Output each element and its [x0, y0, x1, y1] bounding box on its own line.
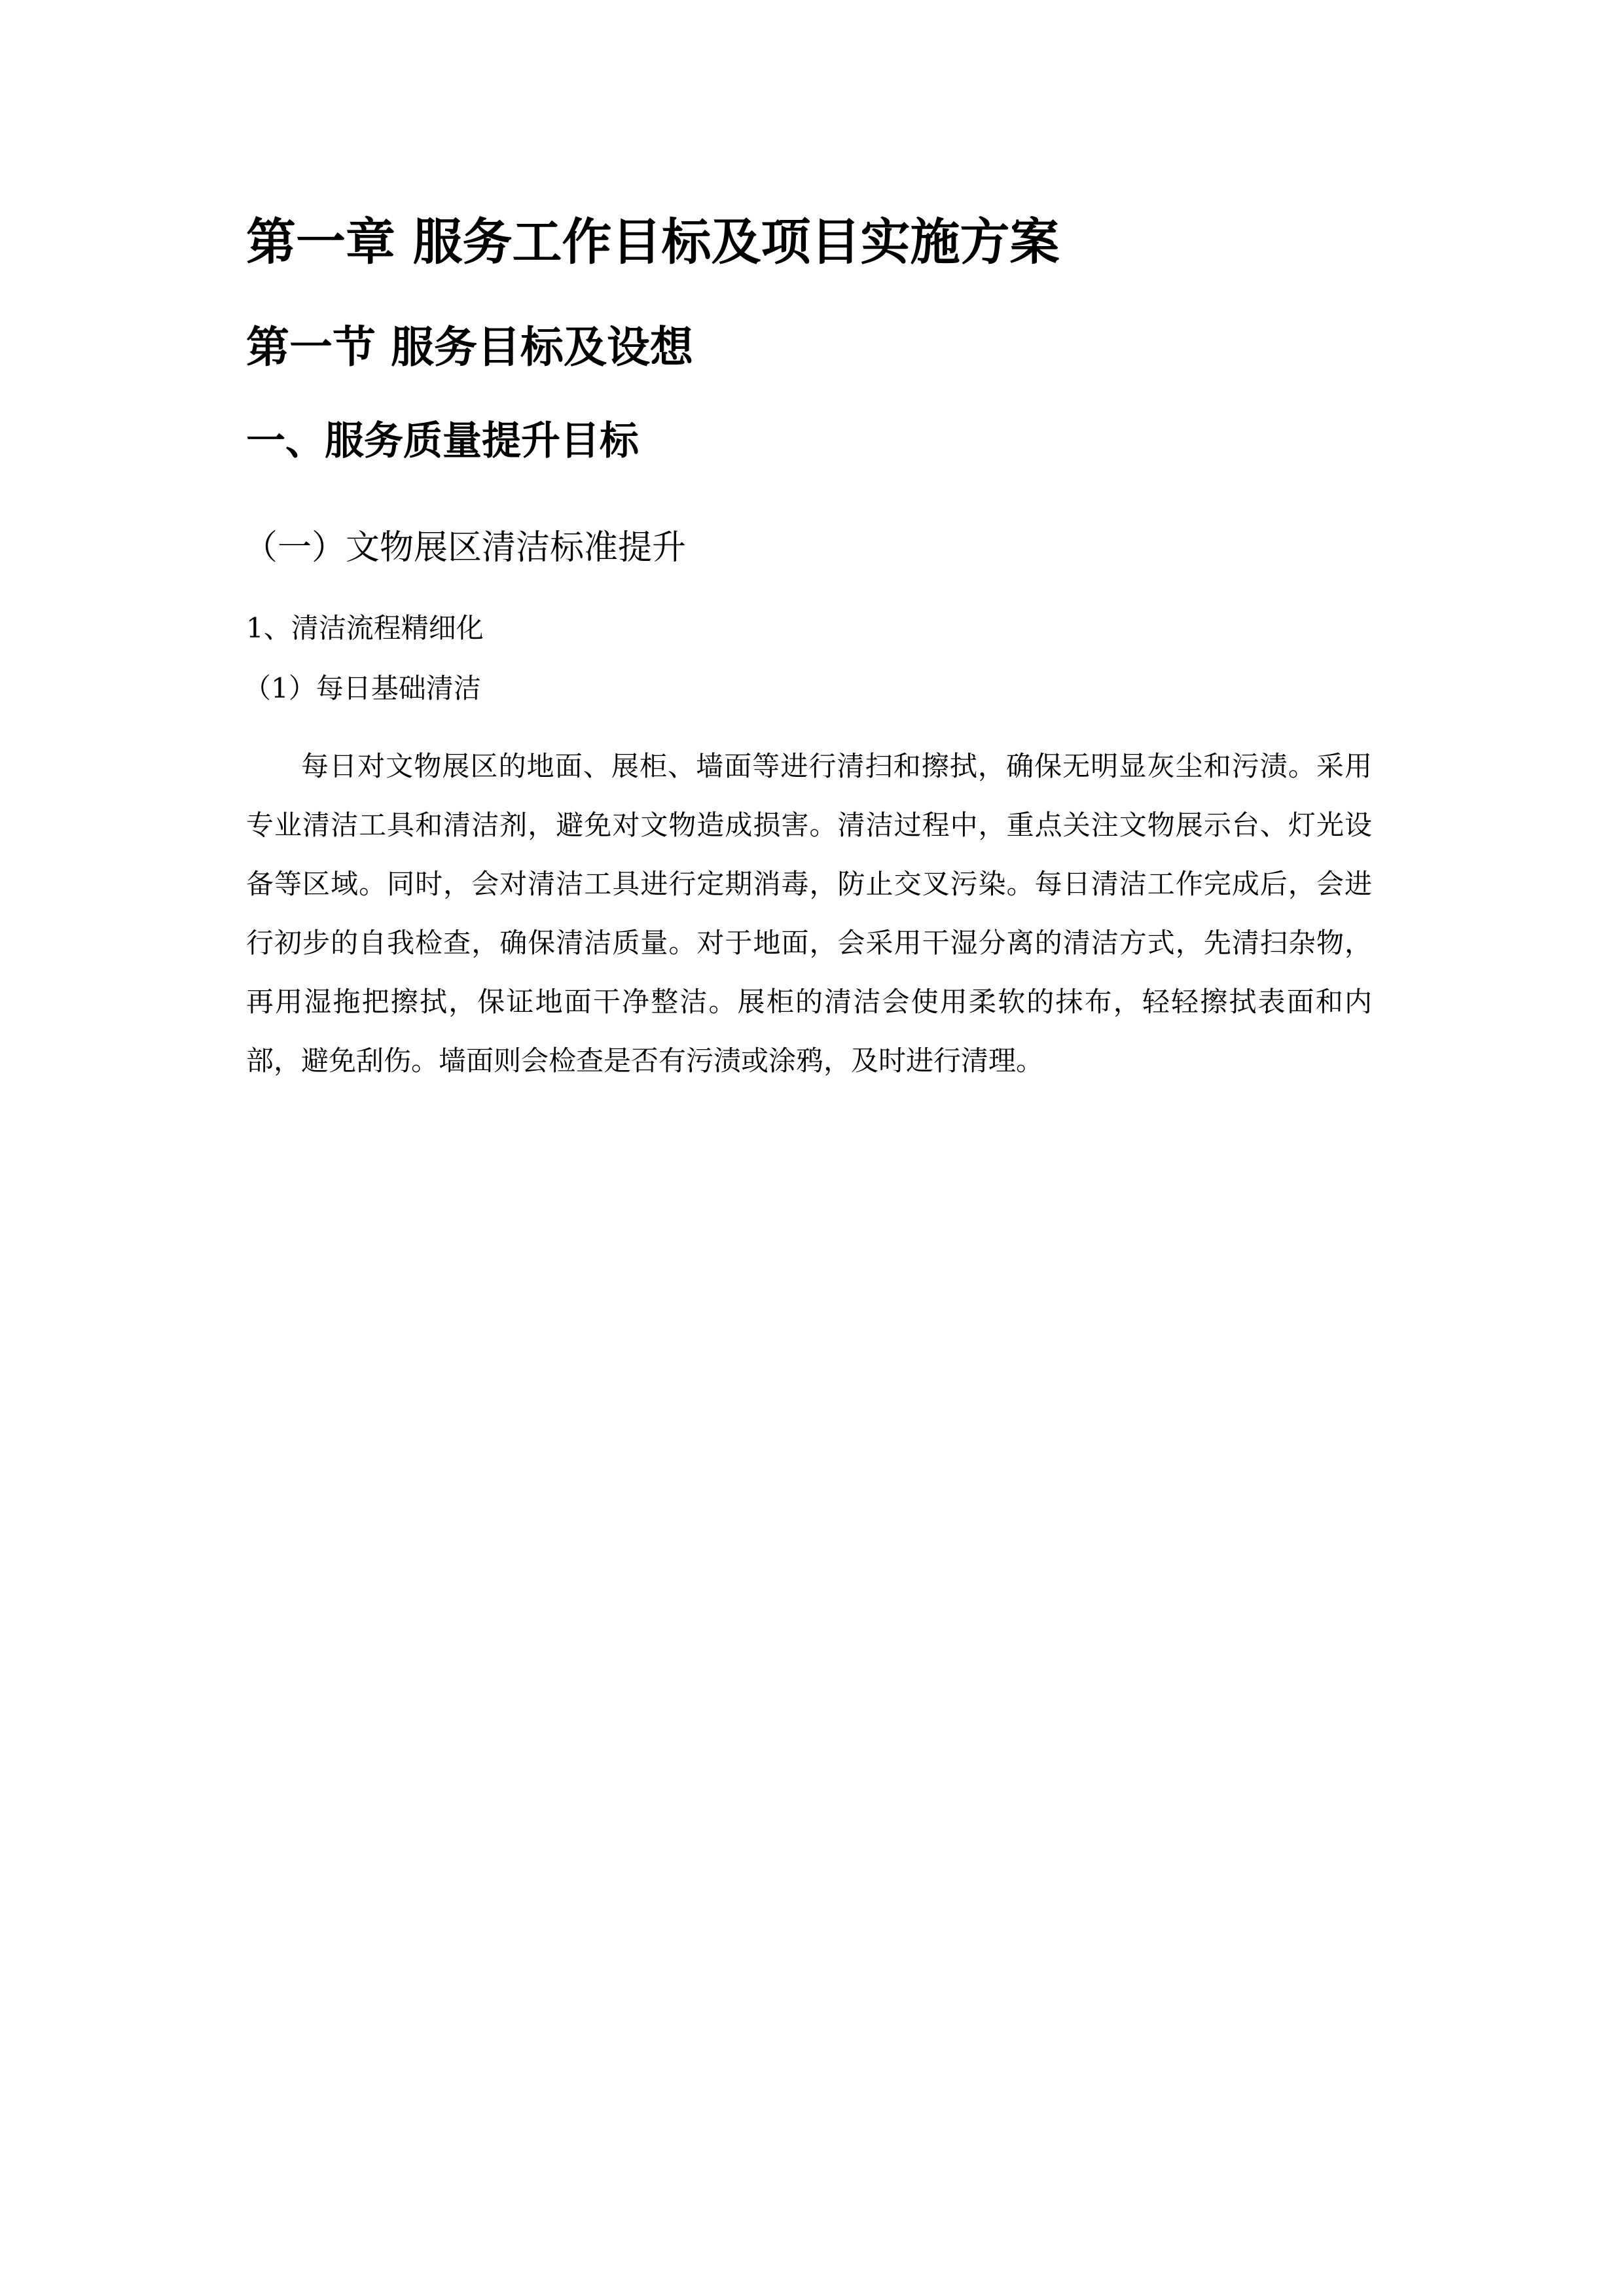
body-paragraph: 每日对文物展区的地面、展柜、墙面等进行清扫和擦拭，确保无明显灰尘和污渍。采用专业清洁工具和清洁剂，避免对文物造成损害。清洁过程中，重点关注文物展示台、灯光设备等区域。同时，会对清洁工具进行定期消毒，防止交叉污染。每日清洁工作完成后，会进行初步的自我检查，确保清洁质量。对于地面，会采用干湿分离的清洁方式，先清扫杂物，再用湿拖把擦拭，保证地面干净整洁。展柜的清洁会使用柔软的抹布，轻轻擦拭表面和内部，避免刮伤。墙面则会检查是否有污渍或涂鸦，及时进行清理。 [246, 750, 1372, 1077]
page-content [246, 211, 1379, 1090]
point-title: 1、清洁流程精细化 [246, 612, 484, 644]
item-title: （一）文物展区清洁标准提升 [244, 528, 687, 567]
chapter-title: 第一章 服务工作目标及项目实施方案 [246, 213, 1060, 271]
section-title: 第一节 服务目标及设想 [246, 321, 693, 372]
subsection-title: 一、服务质量提升目标 [246, 418, 639, 464]
subpoint-title: （1）每日基础清洁 [244, 672, 481, 704]
